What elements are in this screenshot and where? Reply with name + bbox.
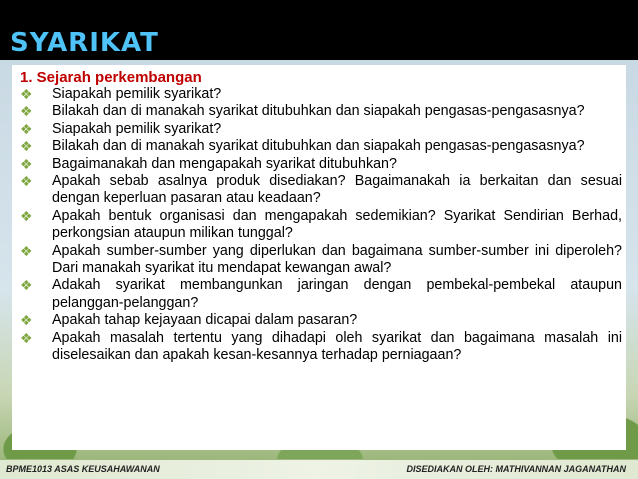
diamond-bullet-icon: ❖ [20, 312, 33, 329]
bullet-item: ❖ Apakah tahap kejayaan dicapai dalam pasaran? [20, 312, 358, 329]
bullet-item: ❖ Bilakah dan di manakah syarikat ditubuhkan dan siapakah pengasas-pengasasnya? [20, 103, 585, 120]
title-bar [0, 0, 638, 60]
bullet-item: ❖ Apakah masalah tertentu yang dihadapi oleh syarikat dan bagaimana masalah ini diselesaikan dan apakah kesan-kesannya terhadap perniagaan? [20, 329, 622, 364]
bullet-item: ❖ Bilakah dan di manakah syarikat ditubuhkan dan siapakah pengasas-pengasasnya? [20, 138, 585, 155]
bullet-item: ❖ Siapakah pemilik syarikat? [20, 86, 222, 102]
diamond-bullet-icon: ❖ [20, 86, 33, 102]
diamond-bullet-icon: ❖ [20, 329, 33, 346]
diamond-bullet-icon: ❖ [20, 207, 33, 224]
diamond-bullet-icon: ❖ [20, 155, 33, 172]
bullet-item: ❖ Adakah syarikat membangunkan jaringan dengan pembekal-pembekal ataupun pelanggan-pelanggan? [20, 277, 622, 311]
bullet-item: ❖ Apakah sebab asalnya produk disediakan? Bagaimanakah ia berkaitan dan sesuai dengan keperluan pasaran atau keadaan? [20, 173, 622, 207]
bullet-item: ❖ Siapakah pemilik syarikat? [20, 120, 222, 137]
diamond-bullet-icon: ❖ [20, 173, 33, 190]
bullet-list [18, 86, 622, 365]
diamond-bullet-icon: ❖ [20, 242, 33, 259]
slide-title: SYARIKAT [10, 28, 159, 58]
diamond-bullet-icon: ❖ [20, 138, 33, 155]
footer-author: DISEDIAKAN OLEH: MATHIVANNAN JAGANATHAN [406, 464, 626, 474]
diamond-bullet-icon: ❖ [20, 277, 33, 294]
bullet-item: ❖ Apakah bentuk organisasi dan mengapakah sedemikian? Syarikat Sendirian Berhad, perkongsian ataupun milikan tunggal? [20, 207, 622, 242]
diamond-bullet-icon: ❖ [20, 120, 33, 137]
bullet-item: ❖ Apakah sumber-sumber yang diperlukan dan bagaimana sumber-sumber ini diperoleh? Dari manakah syarikat itu mendapat kewangan awal? [20, 242, 622, 277]
bullet-item: ❖ Bagaimanakah dan mengapakah syarikat ditubuhkan? [20, 155, 397, 172]
diamond-bullet-icon: ❖ [20, 103, 33, 120]
section-heading: 1. Sejarah perkembangan [20, 69, 202, 86]
footer-course-code: BPME1013 ASAS KEUSAHAWANAN [6, 464, 160, 474]
